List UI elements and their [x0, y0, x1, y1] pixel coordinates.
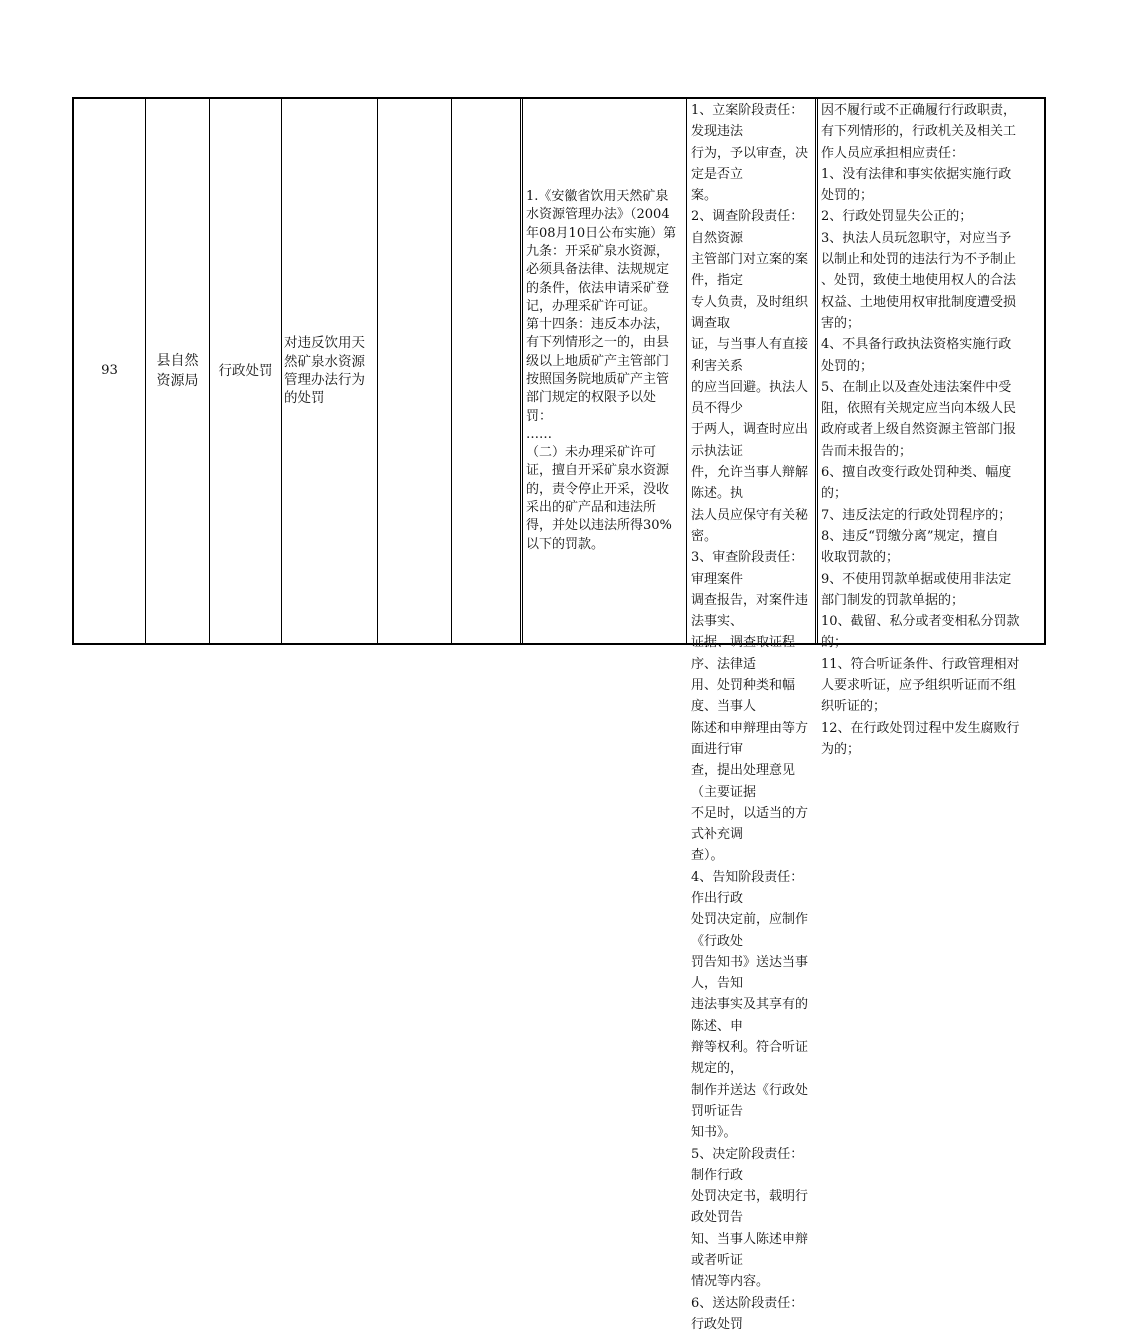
department-name: 县自然 资源局 — [156, 353, 199, 389]
column-divider — [520, 99, 521, 643]
accountability-text: 因不履行或不正确履行行政职责， 有下列情形的，行政机关及相关工 作人员应承担相应责任： 1、没有法律和事实依据实施行政 处罚的； 2、行政处罚显失公正的； 3、执法人员玩忽职守，对应当予 以制止和处罚的违法行为不予制止 、处罚，致使土地使用权人的合法 权益、土地使用权审批制度遭受损 害的； 4、不具备行政执法资格实施行政 处罚的； 5、在制止以及查处违法案件中受 阻，依照有关规定应当向本级人民 政府或者上级自然资源主管部门报 告而未报告的； 6、擅自改变行政处罚种类、幅度 的； 7、违反法定的行政处罚程序的； 8、违反“罚缴分离”规定，擅自 收取罚款的； 9、不使用罚款单据或使用非法定 部门制发的罚款单据的； 10、截留、私分或者变相私分罚款 的； 11、符合听证条件、行政管理相对 人要求听证，应予组织听证而不组 织听证的； 12、在行政处罚过程中发生腐败行 为的； — [821, 103, 1020, 757]
power-category: 行政处罚 — [218, 362, 273, 379]
seq-cell — [74, 99, 145, 643]
legal-basis-text: 1.《安徽省饮用天然矿泉 水资源管理办法》（2004 年08月10日公布实施）第 九条：开采矿泉水资源， 必须具备法律、法规规定 的条件，依法申请采矿登 记，办理采矿许可证。 第十四条：违反本办法， 有下列情形之一的，由县 级以上地质矿产主管部门 按照国务院地质矿产主管 部门规定的权限予以处 罚： …… （二）未办理采矿许可 证，擅自开采矿泉水资源 的，责令停止开采，没收 采出的矿产品和违法所 得，并处以违法所得30% 以下的罚款。 — [526, 189, 677, 552]
responsibility-cell — [687, 99, 815, 1332]
category-cell — [210, 99, 281, 643]
column-divider — [815, 99, 816, 643]
regulation-table-row — [72, 97, 1046, 1332]
legal-basis-cell — [523, 99, 686, 643]
accountability-cell — [818, 99, 1046, 757]
item-name-cell — [282, 99, 377, 643]
responsibility-text: 1、立案阶段责任：发现违法 行为，予以审查，决定是否立 案。 2、调查阶段责任：自然资源 主管部门对立案的案件，指定 专人负责，及时组织调查取 证，与当事人有直接利害关系 的应当回避。执法人员不得少 于两人，调查时应出示执法证 件，允许当事人辩解陈述。执 法人员应保守有关秘密。 3、审查阶段责任：审理案件 调查报告，对案件违法事实、 证据、调查取证程序、法律适 用、处罚种类和幅度、当事人 陈述和申辩理由等方面进行审 查，提出处理意见（主要证据 不足时，以适当的方式补充调 查）。 4、告知阶段责任：作出行政 处罚决定前，应制作《行政处 罚告知书》送达当事人，告知 违法事实及其享有的陈述、申 辩等权利。符合听证规定的， 制作并送达《行政处罚听证告 知书》。 5、决定阶段责任：制作行政 处罚决定书，载明行政处罚告 知、当事人陈述申辩或者听证 情况等内容。 6、送达阶段责任：行政处罚 — [691, 103, 809, 1332]
department-cell — [146, 99, 209, 643]
seq-number: 93 — [101, 362, 118, 378]
sub-item-cell — [378, 99, 451, 643]
blank-cell — [452, 99, 520, 643]
power-item-name: 对违反饮用天 然矿泉水资源 管理办法行为 的处罚 — [284, 335, 365, 407]
